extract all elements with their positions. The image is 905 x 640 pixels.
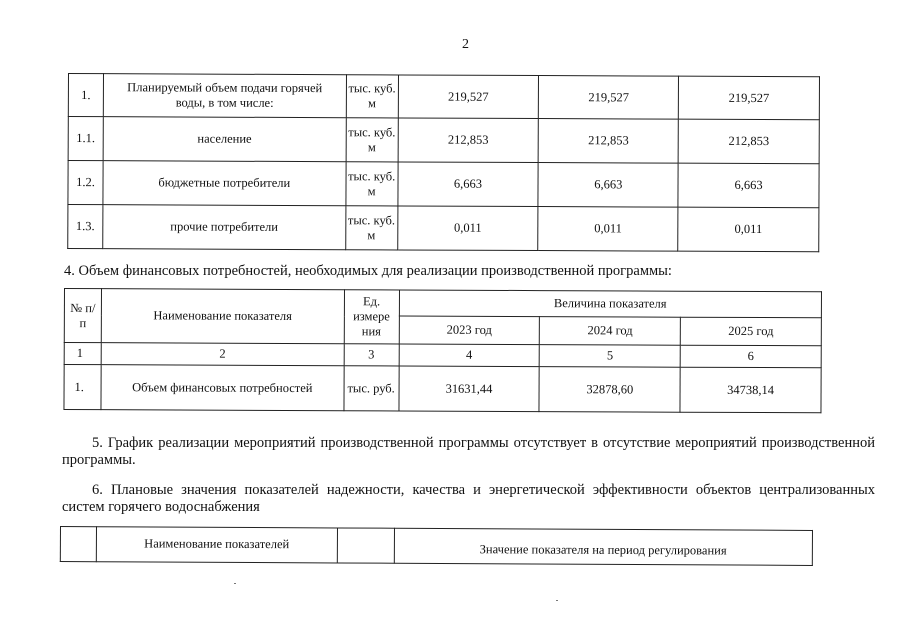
- header-value-group: Величина показателя: [399, 290, 822, 318]
- section-4-heading: 4. Объем финансовых потребностей, необходимых для реализации производственной программы:: [64, 263, 672, 279]
- table-row: [68, 205, 819, 252]
- value-2024: 212,853: [538, 119, 678, 164]
- index-cell: 4: [399, 344, 540, 367]
- table-row: [64, 365, 821, 413]
- value-2025: 212,853: [678, 119, 819, 164]
- table-row: [68, 161, 819, 208]
- targets-table: [60, 526, 813, 566]
- index-cell: 1: [64, 343, 101, 365]
- value-2025: 34738,14: [680, 367, 821, 413]
- row-number: 1.1.: [68, 117, 103, 161]
- value-2025: 6,663: [678, 163, 819, 208]
- value-2024: 32878,60: [539, 367, 680, 413]
- header-indicators: Наименование показателей: [96, 527, 337, 563]
- unit: тыс. руб.: [344, 366, 399, 411]
- index-cell: 2: [101, 343, 344, 366]
- indicator-name: бюджетные потребители: [103, 161, 346, 206]
- value-2023: 6,663: [398, 162, 539, 207]
- value-2024: 219,527: [539, 76, 679, 120]
- scan-speck: [234, 583, 236, 584]
- header-year-2024: 2024 год: [540, 317, 681, 346]
- value-2025: 0,011: [678, 207, 819, 252]
- financial-table: [63, 288, 822, 413]
- value-2023: 219,527: [398, 75, 539, 119]
- index-cell: 3: [344, 344, 399, 366]
- table-header-row: [60, 527, 812, 566]
- header-unit: Ед. измере ния: [344, 290, 399, 344]
- row-number: 1.: [64, 365, 101, 410]
- row-number: 1.: [68, 74, 103, 117]
- value-2024: 6,663: [538, 163, 678, 208]
- table-header-row: [64, 289, 821, 318]
- indicator-name: прочие потребители: [103, 205, 346, 250]
- value-2023: 212,853: [398, 118, 539, 163]
- indicator-name: население: [103, 117, 346, 162]
- value-2025: 219,527: [678, 76, 819, 120]
- unit: тыс. куб. м: [346, 118, 398, 162]
- unit: тыс. куб. м: [345, 206, 397, 250]
- index-cell: 6: [680, 345, 821, 368]
- indicator-name: Объем финансовых потребностей: [101, 365, 344, 411]
- section-5-paragraph: 5. График реализации мероприятий производственной программы отсутствует в отсутствие мероприятий производственной программы.: [62, 435, 875, 468]
- value-2024: 0,011: [538, 207, 678, 252]
- volume-table: [67, 73, 820, 252]
- header-period-value: Значение показателя на период регулирования: [394, 528, 813, 565]
- header-unit: [337, 528, 394, 563]
- row-number: 1.2.: [68, 161, 103, 205]
- unit: тыс. куб. м: [346, 75, 398, 118]
- table-row: [68, 74, 819, 120]
- row-number: 1.3.: [68, 205, 103, 249]
- indicator-name: Планируемый объем подачи горячей воды, в том числе:: [103, 74, 346, 118]
- value-2023: 31631,44: [399, 366, 540, 412]
- header-number: № п/п: [64, 289, 101, 343]
- header-name: Наименование показателя: [101, 289, 344, 344]
- section-6-paragraph: 6. Плановые значения показателей надежности, качества и энергетической эффективности объектов централизованных систем горячего водоснабжения: [62, 482, 875, 515]
- header-number: [60, 527, 96, 562]
- value-2023: 0,011: [397, 206, 538, 251]
- table-row: [68, 117, 819, 164]
- index-cell: 5: [540, 345, 681, 368]
- unit: тыс. куб. м: [346, 162, 398, 206]
- scan-speck: [556, 600, 558, 601]
- header-year-2025: 2025 год: [680, 317, 821, 346]
- page-number: 2: [462, 37, 469, 52]
- header-year-2023: 2023 год: [399, 316, 540, 345]
